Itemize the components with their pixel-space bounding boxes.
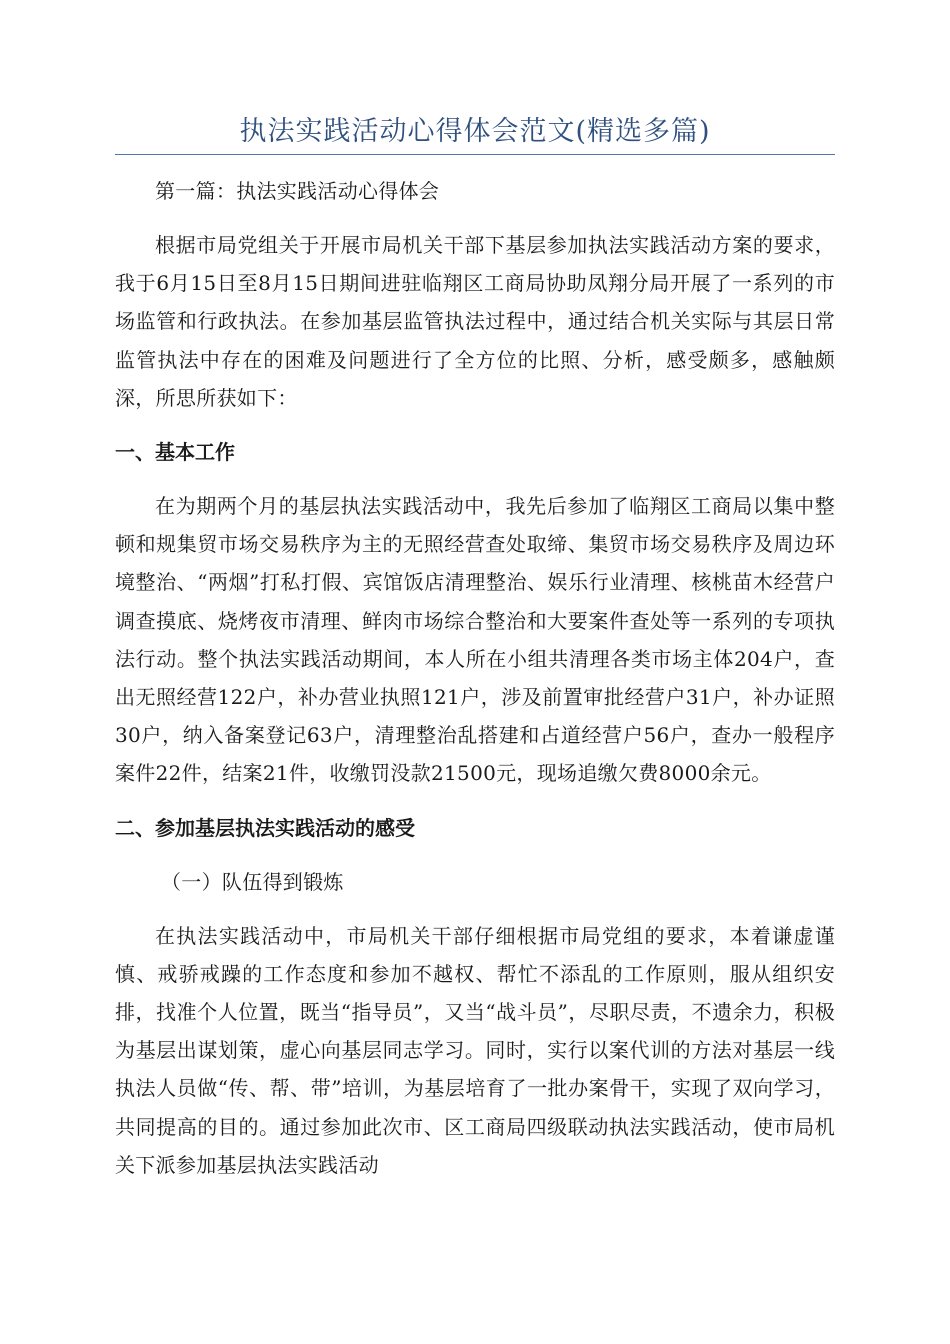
- part-heading: 第一篇：执法实践活动心得体会: [155, 179, 440, 203]
- document-title: 执法实践活动心得体会范文(精选多篇): [239, 116, 711, 147]
- document-body: [115, 172, 835, 1200]
- section-heading-basic-work: 一、基本工作: [115, 440, 235, 465]
- intro-paragraph: 根据市局党组关于开展市局机关干部下基层参加执法实践活动方案的要求，我于6月15日至8月15日期间进驻临翔区工商局协助凤翔分局开展了一系列的市场监管和行政执法。在参加基层监管执法过程中，通过结合机关实际与其层日常监管执法中存在的困难及问题进行了全方位的比照、分析，感受颇多，感触颇深，所思所获如下：: [115, 233, 835, 410]
- subsection-team-training-paragraph: 在执法实践活动中，市局机关干部仔细根据市局党组的要求，本着谦虚谨慎、戒骄戒躁的工作态度和参加不越权、帮忙不添乱的工作原则，服从组织安排，找准个人位置，既当“指导员”，又当“战斗员”，尽职尽责，不遗余力，积极为基层出谋划策，虚心向基层同志学习。同时，实行以案代训的方法对基层一线执法人员做“传、帮、带”培训，为基层培育了一批办案骨干，实现了双向学习，共同提高的目的。通过参加此次市、区工商局四级联动执法实践活动，使市局机关下派参加基层执法实践活动: [115, 923, 835, 1177]
- subsection-heading-team-training: （一）队伍得到锻炼: [161, 869, 344, 894]
- title-underline: [115, 154, 835, 155]
- section-heading-experience: 二、参加基层执法实践活动的感受: [115, 815, 415, 840]
- section-basic-work-paragraph: 在为期两个月的基层执法实践活动中，我先后参加了临翔区工商局以集中整顿和规集贸市场交易秩序为主的无照经营查处取缔、集贸市场交易秩序及周边环境整治、“两烟”打私打假、宾馆饭店清理整治、娱乐行业清理、核桃苗木经营户调查摸底、烧烤夜市清理、鲜肉市场综合整治和大要案件查处等一系列的专项执法行动。整个执法实践活动期间，本人所在小组共清理各类市场主体204户，查出无照经营122户，补办营业执照121户，涉及前置审批经营户31户，补办证照30户，纳入备案登记63户，清理整治乱搭建和占道经营户56户，查办一般程序案件22件，结案21件，收缴罚没款21500元，现场追缴欠费8000余元。: [115, 494, 835, 786]
